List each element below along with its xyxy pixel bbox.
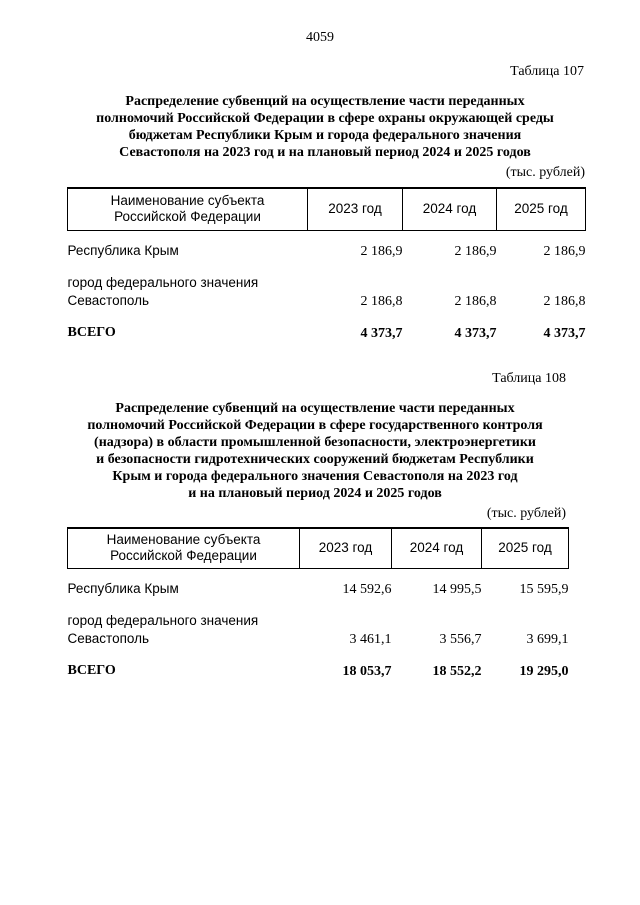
caption-line: и на плановый период 2024 и 2025 годов: [188, 486, 442, 501]
table-total-row: [68, 648, 569, 680]
total-value-2023: 4 373,7: [360, 326, 403, 341]
row-value-2024: 2 186,9: [454, 244, 497, 259]
caption-line: (надзора) в области промышленной безопасности, электроэнергетики: [94, 435, 536, 450]
caption-line: Распределение субвенций на осуществление части переданных: [115, 401, 515, 416]
row-value-2023: 14 592,6: [342, 582, 392, 597]
total-label: ВСЕГО: [67, 663, 116, 678]
units-label-108: (тыс. рублей): [486, 506, 566, 521]
row-value-2023: 2 186,9: [360, 244, 403, 259]
caption-line: Севастополя на 2023 год и на плановый период 2024 и 2025 годов: [119, 145, 531, 160]
header-name-line: Наименование субъекта: [106, 532, 261, 548]
row-value-2025: 2 186,9: [543, 244, 586, 259]
header-year-2024: 2024 год: [403, 188, 497, 230]
header-year-2025: 2025 год: [497, 188, 586, 230]
page-number: 4059: [306, 30, 334, 45]
total-value-2025: 19 295,0: [519, 664, 569, 679]
caption-line: Распределение субвенций на осуществление части переданных: [125, 94, 525, 109]
row-value-2024: 3 556,7: [439, 632, 482, 647]
table-total-row: [68, 310, 586, 342]
total-value-2023: 18 053,7: [342, 664, 392, 679]
header-year-2025: 2025 год: [482, 528, 569, 568]
total-value-2024: 18 552,2: [432, 664, 482, 679]
table-caption-107: [60, 93, 590, 161]
header-name-cell: [68, 188, 308, 230]
caption-line: Крым и города федерального значения Севастополя на 2023 год: [112, 469, 518, 484]
table-label-108: Таблица 108: [492, 371, 566, 386]
total-value-2024: 4 373,7: [454, 326, 497, 341]
row-name: Республика Крым: [67, 243, 179, 258]
table-108: [67, 527, 569, 680]
table-row: [68, 598, 569, 648]
row-value-2024: 14 995,5: [432, 582, 482, 597]
table-row: [68, 230, 586, 260]
table-header-row: [68, 188, 586, 230]
table-row: [68, 260, 586, 310]
table-row: [68, 568, 569, 598]
caption-line: полномочий Российской Федерации в сфере государственного контроля: [87, 418, 543, 433]
row-value-2023: 2 186,8: [360, 294, 403, 309]
header-name-line: Наименование субъекта: [110, 193, 265, 209]
caption-line: бюджетам Республики Крым и города федерального значения: [128, 128, 522, 143]
header-year-2023: 2023 год: [300, 528, 392, 568]
row-name: Республика Крым: [67, 581, 179, 596]
caption-line: и безопасности гидротехнических сооружений бюджетам Республики: [96, 452, 534, 467]
row-value-2025: 3 699,1: [526, 632, 569, 647]
header-name-line: Российской Федерации: [110, 548, 257, 564]
header-name-line: Российской Федерации: [114, 209, 261, 225]
total-value-2025: 4 373,7: [543, 326, 586, 341]
units-label-107: (тыс. рублей): [505, 165, 585, 180]
table-label-107: Таблица 107: [510, 64, 584, 79]
header-year-2023: 2023 год: [308, 188, 403, 230]
row-name: город федерального значения Севастополь: [67, 275, 259, 308]
table-caption-108: [50, 400, 580, 502]
header-name-cell: [68, 528, 300, 568]
table-header-row: [68, 528, 569, 568]
caption-line: полномочий Российской Федерации в сфере охраны окружающей среды: [96, 111, 554, 126]
header-year-2024: 2024 год: [392, 528, 482, 568]
row-name: город федерального значения Севастополь: [67, 613, 259, 646]
row-value-2025: 15 595,9: [519, 582, 569, 597]
row-value-2024: 2 186,8: [454, 294, 497, 309]
total-label: ВСЕГО: [67, 325, 116, 340]
row-value-2023: 3 461,1: [349, 632, 392, 647]
row-value-2025: 2 186,8: [543, 294, 586, 309]
table-107: [67, 187, 586, 342]
